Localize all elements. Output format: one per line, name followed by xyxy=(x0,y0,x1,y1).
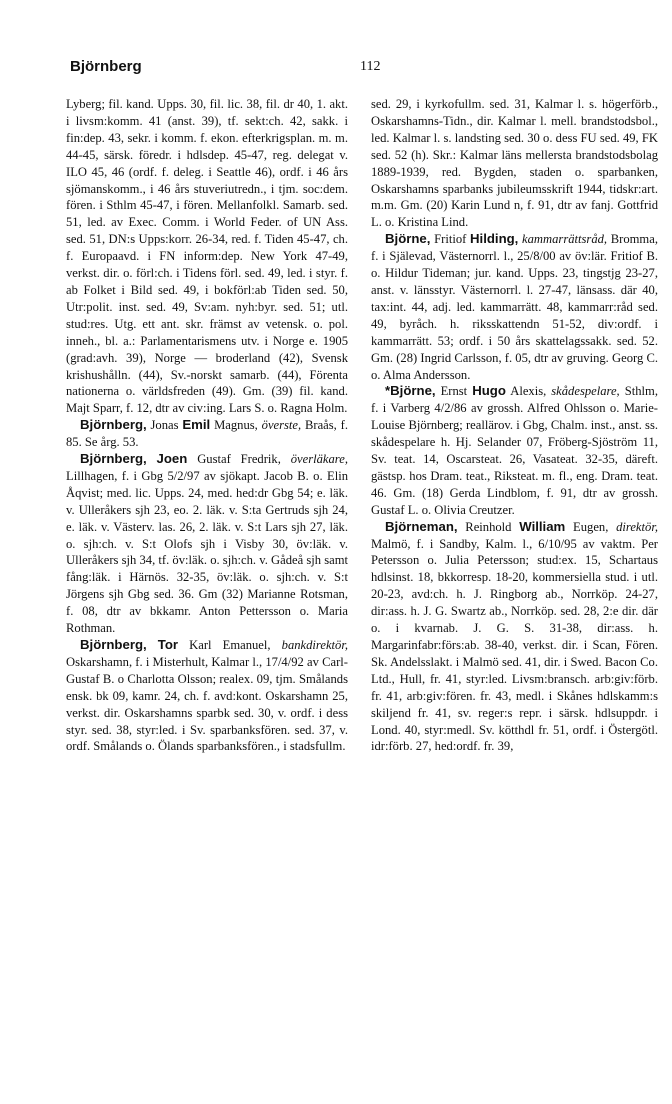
entry-text: Bromma, f. i Själevad, Västernorrl. l., 25/8/00 av öv:lär. Fritiof B. o. Hildur Tideman; jur. kand. Upps. 23, tingstjg 23-27, anst. v. länsstyr. Västernorrl. l. 27-47, länsass. där 40, tax:int. 44, adj. led. kammarrätt. 48, kammarr:råd sed. 49, byråch. h. riksskattendn 51-52, div:ordf. i kammarrätt. 53; ordf. i 50 års skattelagssakk. sed. 52. Gm. (28) Ingrid Carlsson, f. 05, dtr av gruving. Georg C. o. Alma Andersson. xyxy=(371,232,658,382)
entry-given-name-rest: Magnus, xyxy=(214,418,258,433)
entry-title: skådespelare, xyxy=(551,384,620,399)
entry-title: bankdirektör, xyxy=(281,638,348,652)
right-column xyxy=(371,96,658,755)
entry-text: Lillhagen, f. i Gbg 5/2/97 av sjökapt. Jacob B. o. Elin Åqvist; med. lic. Upps. 24, med. hed:dr Gbg 54; e. läk. v. Ulleråkers sjh 23, eo. 2. läk. v. S:ta Gertruds sjh 24, e. läk. v. Västerv. las. 26, 2. läk. v. S:t Lars sjh 27, läk. o. sjh:ch. v. S:t Olofs sjh i Visby 30, öv:läk. v. Ulleråkers sjh 34, tf. öv:läk. o. sjh:ch. v. Gådeå sjh samt fång:läk. i Härnös. 32-35, öv:läk. o. sjh:ch. v. S:t Jörgens sjh Gbg sed. 36. Gm (32) Marianne Rotsman, f. 08, dtr av bkkamr. Anton Pettersson o. Maria Rothman. xyxy=(66,468,348,636)
entry-text: Sthlm, f. i Varberg 4/2/86 av grossh. Alfred Ohlsson o. Marie-Louise Björnberg; reallärov. i Gbg, Chalm. inst., anst. ss. skådespelare h. Hj. Selander 07, Fröberg-Sjöström 11, Sv. teat. 14, Oscarsteat. 26, Vasateat. 32-35, däreft. gästsp. hos Dram. teat., Riksteat. m. fl., eng. Dram. teat. 46. Gm. (18) Gerda Lindblom, f. 91, dtr av grossh. Gustaf L. o. Olivia Creutzer. xyxy=(371,384,658,517)
entry-call-name: Hilding, xyxy=(470,231,519,247)
entry-given-name: Fritiof xyxy=(434,232,467,247)
biography-entry xyxy=(371,383,658,518)
entry-given-name: Jonas xyxy=(150,418,179,433)
entry-call-name: Joen xyxy=(156,451,188,467)
entry-call-name: Tor xyxy=(157,637,179,652)
entry-call-name: William xyxy=(519,518,566,534)
left-column xyxy=(66,96,348,755)
entry-given-name-rest: Alexis, xyxy=(510,384,547,399)
biography-entry xyxy=(66,417,348,451)
entry-given-name: Reinhold xyxy=(465,519,512,534)
entry-title: överläkare, xyxy=(290,452,348,467)
entry-text: Oskarshamn, f. i Misterhult, Kalmar l., 17/4/92 av Carl-Gustaf B. o Charlotta Olsson; realex. 09, tjm. Smålands ensk. bk 09, kamr. 24, ch. f. avd:kont. Oskarshamn 25, verkst. dir. Oskarshamns sparbk sed. 30, v. ordf. i dess styr. sed. 38, styr:led. i Sv. sparbanksfören. sed. 37, v. ordf. Smålands o. Ölands sparbanksfören., i stadsfullm. xyxy=(66,654,348,754)
entry-surname: *Björne, xyxy=(385,383,436,399)
entry-given-name-rest: Karl Emanuel, xyxy=(189,638,271,652)
biography-entry xyxy=(66,451,348,637)
biography-entry xyxy=(371,519,658,756)
entry-given-name-rest: Gustaf Fredrik, xyxy=(197,452,281,467)
continuation-text: sed. 29, i kyrkofullm. sed. 31, Kalmar l. s. högerförb., Oskarshamns-Tidn., dir. Kalmar l. mell. brandstodsbol., led. Kalmar l. s. landsting sed. 30 o. dess FU sed. 49, FK sed. 52 (h). Skr.: Kalmar läns mellersta brandstodsbolag 1889-1939, red. Bygden, staden o. sparbanken, Oskarshamns sparbanks jubileumsskrift 1944, tidskr:art. m.m. Gm. (20) Karin Lund n, f. 91, dtr av fanj. Gottfrid L. o. Kristina Lind. xyxy=(371,97,658,230)
entry-title: kammarrättsråd, xyxy=(522,232,608,247)
entry-given-name-rest: Eugen, xyxy=(573,519,609,534)
biography-entry xyxy=(371,231,658,383)
entry-given-name: Ernst xyxy=(440,384,468,399)
entry-surname: Björneman, xyxy=(385,518,458,534)
continuation-text: Lyberg; fil. kand. Upps. 30, fil. lic. 38, fil. dr 40, 1. akt. i livsm:komm. 41 (anst. 39), tf. sekt:ch. 42, sakk. i fin:dep. 43, sekr. i komm. f. ekon. efterkrigsplan. m. m. 44-45, särsk. föredr. i hdlsdep. 45-47, reg. delegat v. ILO 45, 46 (ordf. f. deleg. i Seattle 46), ordf. i 46 års sjömanskomm., i 46 års stuveriutredn., i tjm. soc:dem. fören. i Sthlm 45-47, i fören. Mellanfolkl. Samarb. sed. 51, led. av Exec. Comm. i World Feder. of UN Ass. sed. 51, DN:s Upps:korr. 26-34, red. f. Tiden 45-47, ch. f. Europaavd. i FN inform:dep. New York 47-49, verkst. dir. o. förl:ch. i Tidens förl. sed. 49, led. i styr. f. ab Folket i Bild sed. 49, i bokförl:ab Tiden sed. 50, Utr:polit. inst. sed. 49, Sv:am. nyh:byr. sed. 51; utl. stud:res. Utg. ett ant. skr. främst av vetensk. o. pol. inneh., bl. a.: Parlamentarismens utv. i Norge e. 1905 (grad:avh. 39), Norge — broderland (42), Svensk krishushålln. (44), Sv.-norskt samarb. (44), Förenta nationerna o. världsfreden (49). Gm. (39) fil. kand. Majt Sparr, f. 12, dtr av civ:ing. Lars S. o. Ragna Holm. xyxy=(66,97,348,416)
entry-call-name: Emil xyxy=(182,417,211,433)
entry-call-name: Hugo xyxy=(472,383,506,399)
running-head: Björnberg xyxy=(70,58,142,75)
entry-text: Braås, f. 85. Se årg. 53. xyxy=(66,418,348,450)
entry-title: direktör, xyxy=(616,519,658,534)
entry-text: Malmö, f. i Sandby, Kalm. l., 6/10/95 av vaktm. Per Petersson o. Julia Petersson; stud:ex. 15, Schartaus hdlsinst. 18, bkkorresp. 18-20, kommersiella stud. i utl. 20-23, avd:ch. h. J. Ringborg ab., Norrköp. 24-27, dir:ass. h. J. G. Swartz ab., Norrköp. sed. 28, 2:e dir. där o. i kvarnab. J. G. S. 31-38, dir:ass. h. Margarinfabr:förs:ab. 38-40, verkst. dir. i Scan, Fören. Sk. Andelsslakt. i Malmö sed. 41, dir. i Swed. Bacon Co. Ltd., Hull, fr. 41, styr:led. Livsm:bransch. arb:giv:förb. fr. 41, arb:giv:fören. fr. 43, medl. i Skånes hdlskamm:s skiljend fr. 41, sv. reger:s repr. i särsk. hdlsuppdr. i Lond. 40, styr:medl. Sv. kötthdl fr. 51, ordf. i Östergötl. idr:förb. 27, hed:ordf. fr. 39, xyxy=(371,536,658,754)
page-number: 112 xyxy=(360,59,381,74)
page-header xyxy=(70,58,656,82)
entry-surname: Björne, xyxy=(385,231,431,247)
biography-entry xyxy=(66,637,348,755)
entry-surname: Björnberg, xyxy=(80,417,147,433)
entry-title: överste, xyxy=(261,418,302,433)
entry-surname: Björnberg, xyxy=(80,451,147,467)
entry-surname: Björnberg, xyxy=(80,637,147,652)
